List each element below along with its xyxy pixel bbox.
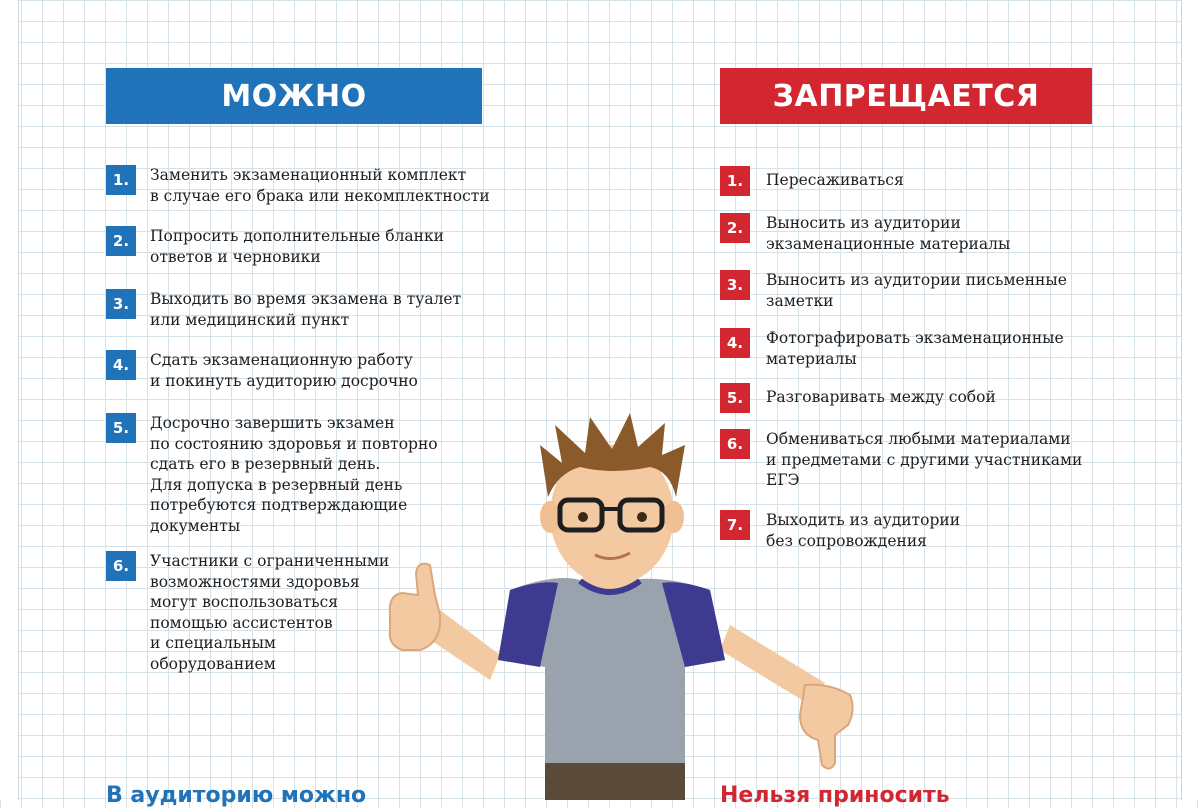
item-text: Пересаживаться [766, 171, 904, 189]
allowed-item-1 [106, 165, 490, 206]
item-text: Выходить во время экзамена в туалет или медицинский пункт [150, 290, 462, 329]
item-number-badge: 2. [106, 226, 136, 256]
page-frame-left [0, 0, 19, 800]
allowed-title: МОЖНО [221, 78, 367, 114]
allowed-item-2 [106, 226, 444, 267]
item-number-badge: 1. [106, 165, 136, 195]
forbidden-item-1 [720, 166, 904, 196]
item-number-badge: 7. [720, 510, 750, 540]
forbidden-item-3 [720, 270, 1067, 311]
forbidden-items-heading: Нельзя приносить [720, 783, 950, 808]
item-text: Заменить экзаменационный комплект в случае его брака или некомплектности [150, 166, 490, 205]
item-number-badge: 4. [720, 328, 750, 358]
item-number-badge: 4. [106, 350, 136, 380]
allowed-item-6 [106, 551, 389, 674]
allowed-items-heading: В аудиторию можно [106, 783, 367, 808]
page-frame-right [1181, 0, 1200, 800]
item-text: Досрочно завершить экзамен по состоянию здоровья и повторно сдать его в резервный день. Для допуска в резервный день потребуются подтверждающие документы [150, 414, 438, 535]
forbidden-item-4 [720, 328, 1064, 369]
item-number-badge: 5. [106, 413, 136, 443]
item-number-badge: 5. [720, 383, 750, 413]
item-number-badge: 3. [106, 289, 136, 319]
forbidden-item-2 [720, 213, 1010, 254]
allowed-item-4 [106, 350, 418, 391]
item-number-badge: 2. [720, 213, 750, 243]
item-number-badge: 3. [720, 270, 750, 300]
item-text: Участники с ограниченными возможностями здоровья могут воспользоваться помощью ассистентов и специальным оборудованием [150, 552, 390, 673]
item-text: Выносить из аудитории экзаменационные материалы [766, 214, 1011, 253]
item-text: Фотографировать экзаменационные материалы [766, 329, 1064, 368]
allowed-item-3 [106, 289, 461, 330]
item-text: Разговаривать между собой [766, 388, 996, 406]
item-text: Выносить из аудитории письменные заметки [766, 271, 1067, 310]
forbidden-title: ЗАПРЕЩАЕТСЯ [772, 78, 1040, 114]
item-text: Обмениваться любыми материалами и предметами с другими участниками ЕГЭ [766, 430, 1083, 489]
student-mascot-illustration [380, 405, 860, 800]
forbidden-banner [720, 68, 1092, 124]
item-text: Сдать экзаменационную работу и покинуть аудиторию досрочно [150, 351, 418, 390]
item-text: Попросить дополнительные бланки ответов и черновики [150, 227, 445, 266]
allowed-banner [106, 68, 482, 124]
item-text: Выходить из аудитории без сопровождения [766, 511, 961, 550]
item-number-badge: 6. [106, 551, 136, 581]
item-number-badge: 1. [720, 166, 750, 196]
item-number-badge: 6. [720, 429, 750, 459]
